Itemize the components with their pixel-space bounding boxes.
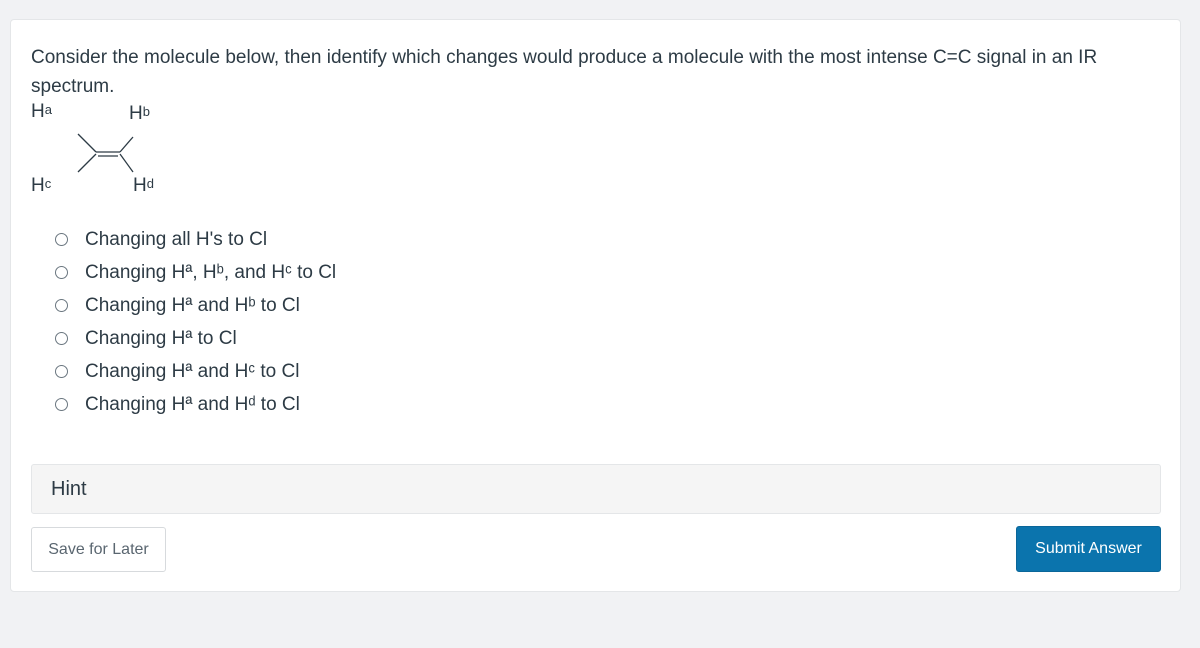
submit-answer-button[interactable]: Submit Answer: [1016, 526, 1161, 572]
radio-button[interactable]: [55, 299, 68, 312]
question-card: [10, 19, 1181, 592]
molecule-structure: [31, 102, 191, 202]
atom-hd: $H^d$: [133, 175, 154, 196]
hint-toggle[interactable]: [31, 464, 1161, 514]
option-label: Changing all H's to Cl: [85, 228, 268, 250]
option-label: Changing Hª and Hᵈ to Cl: [85, 393, 300, 415]
atom-hb: $H^b$: [129, 103, 150, 124]
molecule-bonds: [31, 102, 191, 202]
radio-button[interactable]: [55, 365, 68, 378]
option-label: Changing Hª to Cl: [85, 327, 237, 349]
atom-hc: $H^c$: [31, 175, 52, 196]
option-label: Changing Hª, Hᵇ, and Hᶜ to Cl: [85, 261, 337, 283]
save-for-later-button[interactable]: Save for Later: [31, 527, 166, 572]
answer-option[interactable]: [55, 322, 336, 355]
radio-button[interactable]: [55, 233, 68, 246]
option-label: Changing Hª and Hᶜ to Cl: [85, 360, 300, 382]
hint-label: Hint: [51, 477, 87, 500]
atom-ha: $H^a$: [31, 101, 52, 122]
option-label: Changing Hª and Hᵇ to Cl: [85, 294, 300, 316]
question-text: Consider the molecule below, then identify which changes would produce a molecule with the most intense C=C signal in an IR spectrum.: [31, 47, 1098, 97]
radio-button[interactable]: [55, 266, 68, 279]
answer-option[interactable]: [55, 355, 336, 388]
answer-option[interactable]: [55, 256, 336, 289]
radio-button[interactable]: [55, 332, 68, 345]
answer-option[interactable]: [55, 223, 336, 256]
radio-button[interactable]: [55, 398, 68, 411]
answer-options: [55, 223, 336, 421]
answer-option[interactable]: [55, 289, 336, 322]
answer-option[interactable]: [55, 388, 336, 421]
